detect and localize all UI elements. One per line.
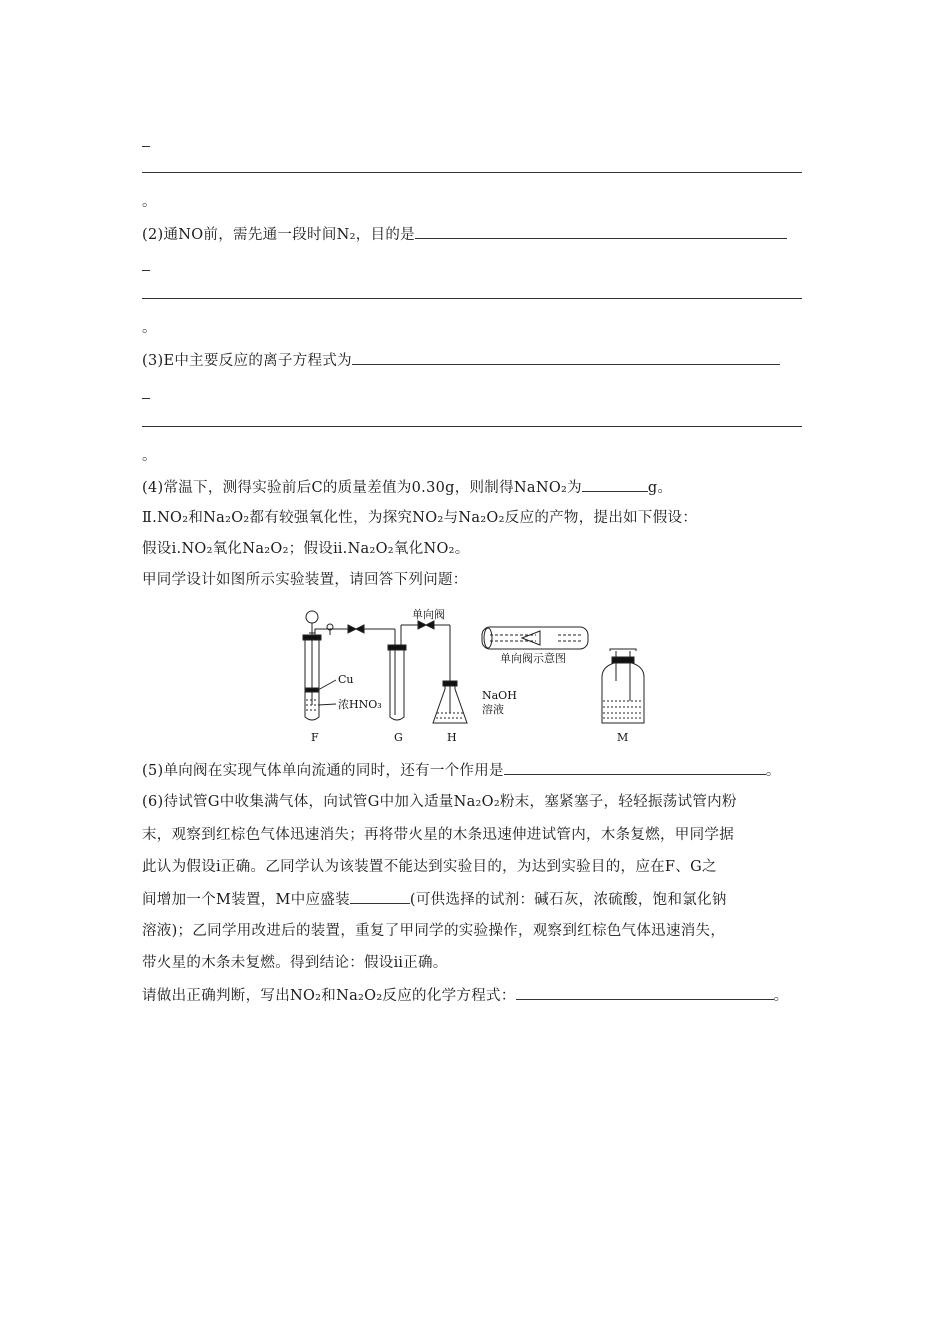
question-6-line-2: 末，观察到红棕色气体迅速消失；再将带火星的木条迅速伸进试管内，木条复燃，甲同学据 xyxy=(142,827,734,843)
question-6-line-6: 带火星的木条未复燃。得到结论：假设ⅱ正确。 xyxy=(142,955,448,971)
question-4 xyxy=(142,477,672,498)
end-mark: 。 xyxy=(142,194,157,210)
label-cu: Cu xyxy=(338,673,354,686)
answer-dash xyxy=(142,398,150,399)
test-tube-g xyxy=(390,647,404,720)
end-mark: 。 xyxy=(142,448,157,464)
question-6-text: 间增加一个M装置，M中应盛装 xyxy=(142,892,350,908)
valve-diagram xyxy=(482,627,588,649)
question-3 xyxy=(142,350,780,371)
label-hno3: 浓HNO₃ xyxy=(338,698,382,711)
apparatus-figure xyxy=(300,605,660,750)
answer-blank[interactable] xyxy=(352,350,780,365)
label-m: M xyxy=(617,731,629,744)
answer-blank[interactable] xyxy=(415,224,787,239)
question-6-line-5: 溶液)；乙同学用改进后的装置，重复了甲同学的实验操作，观察到红棕色气体迅速消失， xyxy=(142,923,726,939)
question-4-unit: g。 xyxy=(647,480,673,496)
end-mark: 。 xyxy=(765,763,781,779)
question-6-options: (可供选择的试剂：碱石灰，浓硫酸，饱和氯化钠 xyxy=(409,892,727,908)
question-6-line-1: (6)待试管G中收集满气体，向试管G中加入适量Na₂O₂粉末，塞紧塞子，轻轻振荡试管内粉 xyxy=(142,794,737,810)
question-4-text: (4)常温下，测得实验前后C的质量差值为0.30g，则制得NaNO₂为 xyxy=(142,480,582,496)
dropping-funnel-bulb xyxy=(306,611,318,623)
label-valve: 单向阀 xyxy=(412,608,445,621)
final-question xyxy=(142,985,788,1006)
question-5 xyxy=(142,760,781,781)
answer-dash xyxy=(142,270,150,271)
answer-dash xyxy=(142,146,150,147)
question-6-line-4 xyxy=(142,889,727,910)
answer-line[interactable] xyxy=(142,426,802,427)
answer-blank[interactable] xyxy=(582,477,648,492)
label-naoh-1: NaOH xyxy=(482,689,517,702)
answer-line[interactable] xyxy=(142,172,802,173)
question-6-line-3: 此认为假设ⅰ正确。乙同学认为该装置不能达到实验目的，为达到实验目的，应在F、G之 xyxy=(142,859,717,875)
hypotheses: 假设ⅰ.NO₂氧化Na₂O₂；假设ⅱ.Na₂O₂氧化NO₂。 xyxy=(142,541,470,557)
answer-blank[interactable] xyxy=(504,760,766,775)
question-3-text: (3)E中主要反应的离子方程式为 xyxy=(142,353,352,369)
question-5-text: (5)单向阀在实现气体单向流通的同时，还有一个作用是 xyxy=(142,763,504,779)
end-mark: 。 xyxy=(773,988,789,1004)
question-2 xyxy=(142,224,787,245)
end-mark: 。 xyxy=(142,320,157,336)
label-g: G xyxy=(394,731,403,744)
section-2-intro: Ⅱ.NO₂和Na₂O₂都有较强氧化性，为探究NO₂与Na₂O₂反应的产物，提出如下假设： xyxy=(142,510,698,526)
gas-bottle-m xyxy=(602,663,644,723)
label-naoh-2: 溶液 xyxy=(482,703,504,716)
label-valve-diagram: 单向阀示意图 xyxy=(500,652,566,665)
answer-blank[interactable] xyxy=(516,985,774,1000)
label-h: H xyxy=(447,731,457,744)
question-2-text: (2)通NO前，需先通一段时间N₂，目的是 xyxy=(142,227,415,243)
answer-line[interactable] xyxy=(142,298,802,299)
answer-blank[interactable] xyxy=(350,889,410,904)
label-f: F xyxy=(311,731,319,744)
design-text: 甲同学设计如图所示实验装置，请回答下列问题： xyxy=(142,572,468,588)
final-question-text: 请做出正确判断，写出NO₂和Na₂O₂反应的化学方程式： xyxy=(142,988,516,1004)
